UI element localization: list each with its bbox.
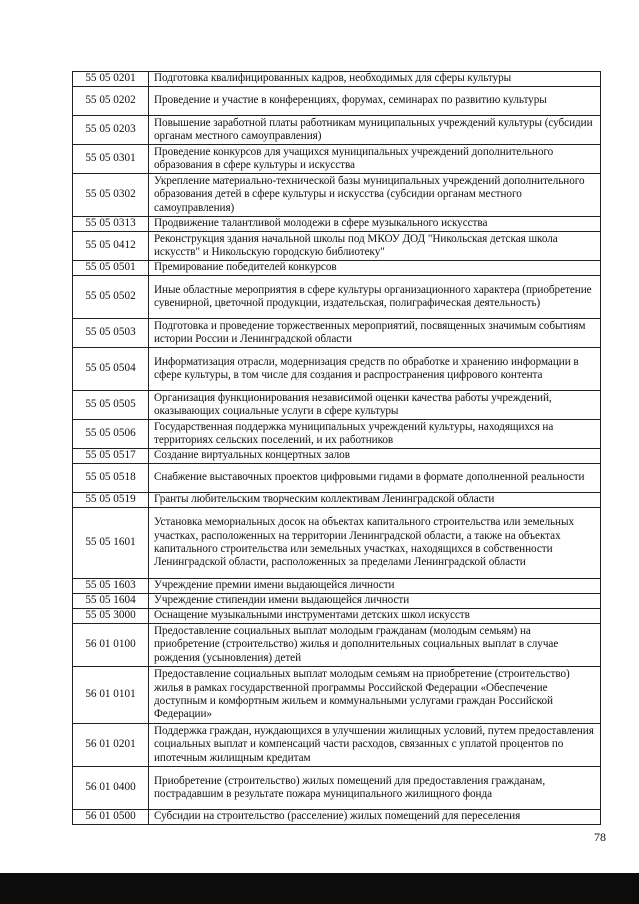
row-description: Поддержка граждан, нуждающихся в улучшении жилищных условий, путем предоставления социальных выплат и компенсаций части расходов, связанных с уплатой процентов по ипотечным жилищным кредитам (149, 724, 601, 767)
row-code: 55 05 0505 (73, 391, 149, 420)
row-description: Учреждение стипендии имени выдающейся личности (149, 594, 601, 609)
row-description: Подготовка и проведение торжественных мероприятий, посвященных значимым событиям истории России и Ленинградской области (149, 319, 601, 348)
row-code: 55 05 0302 (73, 174, 149, 217)
row-description: Подготовка квалифицированных кадров, необходимых для сферы культуры (149, 72, 601, 87)
table-row (73, 464, 601, 493)
row-description: Организация функционирования независимой оценки качества работы учреждений, оказывающих социальные услуги в сфере культуры (149, 391, 601, 420)
row-code: 56 01 0100 (73, 624, 149, 667)
row-description: Субсидии на строительство (расселение) жилых помещений для переселения (149, 810, 601, 825)
table-row (73, 145, 601, 174)
row-description: Укрепление материально-технической базы муниципальных учреждений дополнительного образования детей в сфере культуры и искусства (субсидии органам местного самоуправления) (149, 174, 601, 217)
row-code: 56 01 0101 (73, 667, 149, 724)
row-code: 56 01 0500 (73, 810, 149, 825)
row-description: Предоставление социальных выплат молодым гражданам (молодым семьям) на приобретение (строительство) жилья и дополнительных социальных выплат в случае рождения (усыновления) детей (149, 624, 601, 667)
row-description: Повышение заработной платы работникам муниципальных учреждений культуры (субсидии органам местного самоуправления) (149, 116, 601, 145)
table-row (73, 493, 601, 508)
table-row (73, 420, 601, 449)
budget-classification-table (72, 71, 601, 825)
row-code: 55 05 0502 (73, 276, 149, 319)
row-code: 55 05 0202 (73, 87, 149, 116)
table-row (73, 724, 601, 767)
row-description: Реконструкция здания начальной школы под МКОУ ДОД "Никольская детская школа искусств" и Никольскую городскую библиотеку" (149, 232, 601, 261)
row-description: Снабжение выставочных проектов цифровыми гидами в формате дополненной реальности (149, 464, 601, 493)
row-description: Учреждение премии имени выдающейся личности (149, 579, 601, 594)
row-description: Премирование победителей конкурсов (149, 261, 601, 276)
row-code: 55 05 0504 (73, 348, 149, 391)
row-description: Предоставление социальных выплат молодым семьям на приобретение (строительство) жилья в рамках государственной программы Российской Федерации «Обеспечение доступным и комфортным жильем и коммунальными услугами граждан Российской Федерации» (149, 667, 601, 724)
row-code: 55 05 0517 (73, 449, 149, 464)
row-code: 55 05 0412 (73, 232, 149, 261)
table-row (73, 508, 601, 579)
row-code: 55 05 0313 (73, 217, 149, 232)
row-description: Приобретение (строительство) жилых помещений для предоставления гражданам, пострадавшим в результате пожара муниципального жилищного фонда (149, 767, 601, 810)
row-code: 55 05 0519 (73, 493, 149, 508)
table-row (73, 348, 601, 391)
row-code: 55 05 0506 (73, 420, 149, 449)
scan-border (0, 873, 639, 904)
row-code: 55 05 0203 (73, 116, 149, 145)
row-code: 56 01 0400 (73, 767, 149, 810)
row-code: 55 05 0301 (73, 145, 149, 174)
table-row (73, 609, 601, 624)
table-row (73, 261, 601, 276)
row-code: 55 05 1603 (73, 579, 149, 594)
page-number: 78 (594, 830, 606, 844)
row-description: Продвижение талантливой молодежи в сфере музыкального искусства (149, 217, 601, 232)
row-code: 55 05 1601 (73, 508, 149, 579)
table-row (73, 624, 601, 667)
row-description: Проведение и участие в конференциях, форумах, семинарах по развитию культуры (149, 87, 601, 116)
row-code: 55 05 0518 (73, 464, 149, 493)
row-description: Проведение конкурсов для учащихся муниципальных учреждений дополнительного образования в сфере культуры и искусства (149, 145, 601, 174)
row-description: Установка мемориальных досок на объектах капитального строительства или земельных участках, расположенных на территории Ленинградской области, а также на объектах капитального строительства или земельных участках, находящихся в собственности Ленинградской области, расположенных за пределами Ленинградской области (149, 508, 601, 579)
table-row (73, 767, 601, 810)
table-row (73, 449, 601, 464)
row-description: Оснащение музыкальными инструментами детских школ искусств (149, 609, 601, 624)
row-code: 55 05 1604 (73, 594, 149, 609)
table-row (73, 174, 601, 217)
table-row (73, 667, 601, 724)
row-description: Создание виртуальных концертных залов (149, 449, 601, 464)
table-row (73, 72, 601, 87)
table-row (73, 594, 601, 609)
row-code: 55 05 3000 (73, 609, 149, 624)
row-description: Государственная поддержка муниципальных учреждений культуры, находящихся на территориях сельских поселений, и их работников (149, 420, 601, 449)
table-row (73, 579, 601, 594)
table-row (73, 391, 601, 420)
table-row (73, 810, 601, 825)
row-description: Иные областные мероприятия в сфере культуры организационного характера (приобретение сувенирной, цветочной продукции, издательская, полиграфическая деятельность) (149, 276, 601, 319)
row-code: 55 05 0201 (73, 72, 149, 87)
table-row (73, 217, 601, 232)
row-description: Информатизация отрасли, модернизация средств по обработке и хранению информации в сфере культуры, в том числе для создания и распространения цифрового контента (149, 348, 601, 391)
table-row (73, 232, 601, 261)
table-row (73, 319, 601, 348)
row-description: Гранты любительским творческим коллективам Ленинградской области (149, 493, 601, 508)
row-code: 56 01 0201 (73, 724, 149, 767)
row-code: 55 05 0503 (73, 319, 149, 348)
table-row (73, 87, 601, 116)
table-row (73, 116, 601, 145)
row-code: 55 05 0501 (73, 261, 149, 276)
table-row (73, 276, 601, 319)
